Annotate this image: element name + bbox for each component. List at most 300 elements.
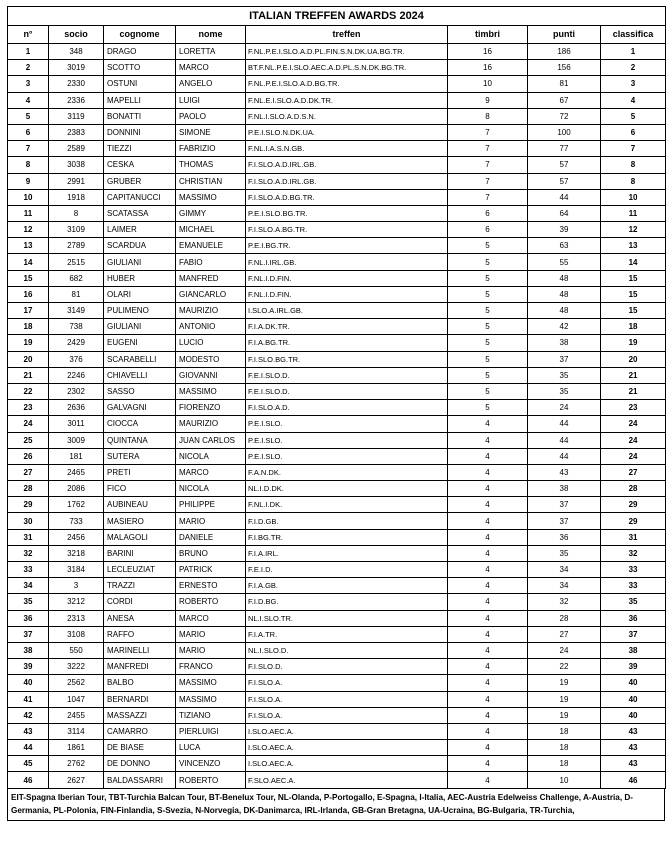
points-cell: 37	[528, 351, 601, 367]
rank-cell: 28	[601, 481, 666, 497]
table-row	[8, 319, 666, 335]
treffen-list-cell: F.I.SLO.A.	[246, 675, 448, 691]
first-name-cell: FABIO	[176, 254, 246, 270]
table-title: ITALIAN TREFFEN AWARDS 2024	[8, 7, 666, 26]
first-name-cell: MARCO	[176, 60, 246, 76]
stamps-cell: 5	[448, 351, 528, 367]
table-row	[8, 481, 666, 497]
surname-cell: MAPELLI	[104, 92, 176, 108]
surname-cell: SCATASSA	[104, 205, 176, 221]
stamps-cell: 4	[448, 756, 528, 772]
treffen-list-cell: F.NL.P.E.I.SLO.A.D.PL.FIN.S.N.DK.UA.BG.TR.	[246, 44, 448, 60]
first-name-cell: ROBERTO	[176, 594, 246, 610]
surname-cell: GRUBER	[104, 173, 176, 189]
row-number-cell: 32	[8, 545, 49, 561]
row-number-cell: 46	[8, 772, 49, 788]
table-row	[8, 124, 666, 140]
member-id-cell: 550	[49, 642, 104, 658]
points-cell: 44	[528, 432, 601, 448]
table-row	[8, 44, 666, 60]
stamps-cell: 5	[448, 319, 528, 335]
header-cognome: cognome	[104, 26, 176, 44]
table-row	[8, 594, 666, 610]
table-row	[8, 448, 666, 464]
treffen-list-cell: F.NL.I.SLO.A.D.S.N.	[246, 108, 448, 124]
surname-cell: QUINTANA	[104, 432, 176, 448]
first-name-cell: LUCA	[176, 740, 246, 756]
points-cell: 67	[528, 92, 601, 108]
member-id-cell: 3218	[49, 545, 104, 561]
stamps-cell: 4	[448, 594, 528, 610]
row-number-cell: 10	[8, 189, 49, 205]
row-number-cell: 5	[8, 108, 49, 124]
first-name-cell: BRUNO	[176, 545, 246, 561]
first-name-cell: MAURIZIO	[176, 416, 246, 432]
table-row	[8, 578, 666, 594]
points-cell: 36	[528, 529, 601, 545]
first-name-cell: FABRIZIO	[176, 141, 246, 157]
points-cell: 37	[528, 497, 601, 513]
rank-cell: 3	[601, 76, 666, 92]
points-cell: 35	[528, 383, 601, 399]
treffen-list-cell: I.SLO.A.IRL.GB.	[246, 303, 448, 319]
first-name-cell: EMANUELE	[176, 238, 246, 254]
row-number-cell: 27	[8, 464, 49, 480]
member-id-cell: 3212	[49, 594, 104, 610]
stamps-cell: 4	[448, 626, 528, 642]
surname-cell: LECLEUZIAT	[104, 562, 176, 578]
header-socio: socio	[49, 26, 104, 44]
surname-cell: DRAGO	[104, 44, 176, 60]
row-number-cell: 23	[8, 400, 49, 416]
table-row	[8, 723, 666, 739]
treffen-list-cell: F.I.SLO.A.D.IRL.GB.	[246, 173, 448, 189]
stamps-cell: 4	[448, 675, 528, 691]
treffen-list-cell: BT.F.NL.P.E.I.SLO.AEC.A.D.PL.S.N.DK.BG.TR.	[246, 60, 448, 76]
surname-cell: GIULIANI	[104, 319, 176, 335]
stamps-cell: 4	[448, 432, 528, 448]
treffen-list-cell: P.E.I.BG.TR.	[246, 238, 448, 254]
surname-cell: SCARABELLI	[104, 351, 176, 367]
member-id-cell: 3149	[49, 303, 104, 319]
row-number-cell: 9	[8, 173, 49, 189]
rank-cell: 33	[601, 562, 666, 578]
table-row	[8, 497, 666, 513]
treffen-list-cell: P.E.I.SLO.	[246, 416, 448, 432]
table-row	[8, 303, 666, 319]
points-cell: 24	[528, 642, 601, 658]
points-cell: 42	[528, 319, 601, 335]
first-name-cell: MARIO	[176, 626, 246, 642]
stamps-cell: 4	[448, 740, 528, 756]
member-id-cell: 738	[49, 319, 104, 335]
first-name-cell: MARIO	[176, 642, 246, 658]
first-name-cell: DANIELE	[176, 529, 246, 545]
points-cell: 63	[528, 238, 601, 254]
treffen-list-cell: F.I.A.GB.	[246, 578, 448, 594]
rank-cell: 23	[601, 400, 666, 416]
first-name-cell: TIZIANO	[176, 707, 246, 723]
rank-cell: 40	[601, 691, 666, 707]
surname-cell: EUGENI	[104, 335, 176, 351]
row-number-cell: 25	[8, 432, 49, 448]
stamps-cell: 4	[448, 610, 528, 626]
stamps-cell: 16	[448, 60, 528, 76]
points-cell: 77	[528, 141, 601, 157]
table-row	[8, 222, 666, 238]
surname-cell: DE DONNO	[104, 756, 176, 772]
stamps-cell: 4	[448, 481, 528, 497]
row-number-cell: 29	[8, 497, 49, 513]
table-row	[8, 157, 666, 173]
row-number-cell: 30	[8, 513, 49, 529]
treffen-list-cell: F.I.A.DK.TR.	[246, 319, 448, 335]
first-name-cell: SIMONE	[176, 124, 246, 140]
surname-cell: OLARI	[104, 286, 176, 302]
stamps-cell: 7	[448, 157, 528, 173]
surname-cell: HUBER	[104, 270, 176, 286]
table-row	[8, 642, 666, 658]
table-row	[8, 610, 666, 626]
points-cell: 35	[528, 545, 601, 561]
rank-cell: 8	[601, 157, 666, 173]
points-cell: 186	[528, 44, 601, 60]
member-id-cell: 2330	[49, 76, 104, 92]
first-name-cell: PIERLUIGI	[176, 723, 246, 739]
header-classifica: classifica	[601, 26, 666, 44]
stamps-cell: 5	[448, 286, 528, 302]
row-number-cell: 24	[8, 416, 49, 432]
surname-cell: SUTERA	[104, 448, 176, 464]
row-number-cell: 14	[8, 254, 49, 270]
points-cell: 24	[528, 400, 601, 416]
row-number-cell: 18	[8, 319, 49, 335]
member-id-cell: 348	[49, 44, 104, 60]
member-id-cell: 2627	[49, 772, 104, 788]
first-name-cell: MAURIZIO	[176, 303, 246, 319]
row-number-cell: 33	[8, 562, 49, 578]
treffen-list-cell: NL.I.SLO.TR.	[246, 610, 448, 626]
points-cell: 32	[528, 594, 601, 610]
points-cell: 34	[528, 578, 601, 594]
points-cell: 10	[528, 772, 601, 788]
treffen-list-cell: F.NL.I.A.S.N.GB.	[246, 141, 448, 157]
stamps-cell: 4	[448, 772, 528, 788]
treffen-list-cell: F.I.A.BG.TR.	[246, 335, 448, 351]
row-number-cell: 20	[8, 351, 49, 367]
first-name-cell: LORETTA	[176, 44, 246, 60]
member-id-cell: 2302	[49, 383, 104, 399]
member-id-cell: 2562	[49, 675, 104, 691]
stamps-cell: 7	[448, 173, 528, 189]
row-number-cell: 22	[8, 383, 49, 399]
member-id-cell: 2455	[49, 707, 104, 723]
treffen-list-cell: F.NL.E.I.SLO.A.D.DK.TR.	[246, 92, 448, 108]
points-cell: 28	[528, 610, 601, 626]
stamps-cell: 4	[448, 497, 528, 513]
row-number-cell: 3	[8, 76, 49, 92]
points-cell: 156	[528, 60, 601, 76]
surname-cell: LAIMER	[104, 222, 176, 238]
points-cell: 43	[528, 464, 601, 480]
stamps-cell: 5	[448, 238, 528, 254]
member-id-cell: 3109	[49, 222, 104, 238]
member-id-cell: 1047	[49, 691, 104, 707]
stamps-cell: 5	[448, 367, 528, 383]
treffen-list-cell: F.I.BG.TR.	[246, 529, 448, 545]
table-row	[8, 60, 666, 76]
treffen-list-cell: F.NL.I.D.FIN.	[246, 270, 448, 286]
first-name-cell: MASSIMO	[176, 691, 246, 707]
table-row	[8, 173, 666, 189]
surname-cell: BALDASSARRI	[104, 772, 176, 788]
rank-cell: 38	[601, 642, 666, 658]
treffen-list-cell: I.SLO.AEC.A.	[246, 723, 448, 739]
surname-cell: CORDI	[104, 594, 176, 610]
table-row	[8, 238, 666, 254]
member-id-cell: 2429	[49, 335, 104, 351]
row-number-cell: 15	[8, 270, 49, 286]
surname-cell: DONNINI	[104, 124, 176, 140]
member-id-cell: 2313	[49, 610, 104, 626]
stamps-cell: 9	[448, 92, 528, 108]
surname-cell: CHIAVELLI	[104, 367, 176, 383]
member-id-cell: 2465	[49, 464, 104, 480]
table-row	[8, 740, 666, 756]
points-cell: 19	[528, 691, 601, 707]
member-id-cell: 3009	[49, 432, 104, 448]
stamps-cell: 16	[448, 44, 528, 60]
points-cell: 19	[528, 707, 601, 723]
surname-cell: TRAZZI	[104, 578, 176, 594]
row-number-cell: 38	[8, 642, 49, 658]
member-id-cell: 8	[49, 205, 104, 221]
treffen-list-cell: F.I.A.TR.	[246, 626, 448, 642]
surname-cell: BONATTI	[104, 108, 176, 124]
rank-cell: 46	[601, 772, 666, 788]
member-id-cell: 2456	[49, 529, 104, 545]
stamps-cell: 4	[448, 723, 528, 739]
header-nome: nome	[176, 26, 246, 44]
member-id-cell: 3011	[49, 416, 104, 432]
points-cell: 55	[528, 254, 601, 270]
stamps-cell: 6	[448, 205, 528, 221]
row-number-cell: 17	[8, 303, 49, 319]
treffen-list-cell: F.I.SLO.BG.TR.	[246, 351, 448, 367]
surname-cell: GIULIANI	[104, 254, 176, 270]
first-name-cell: MODESTO	[176, 351, 246, 367]
stamps-cell: 7	[448, 141, 528, 157]
treffen-list-cell: I.SLO.AEC.A.	[246, 756, 448, 772]
treffen-list-cell: F.NL.I.D.FIN.	[246, 286, 448, 302]
stamps-cell: 10	[448, 76, 528, 92]
rank-cell: 1	[601, 44, 666, 60]
first-name-cell: NICOLA	[176, 448, 246, 464]
points-cell: 57	[528, 157, 601, 173]
rank-cell: 24	[601, 448, 666, 464]
surname-cell: DE BIASE	[104, 740, 176, 756]
member-id-cell: 2636	[49, 400, 104, 416]
treffen-list-cell: F.I.SLO.D.	[246, 659, 448, 675]
first-name-cell: MASSIMO	[176, 189, 246, 205]
treffen-list-cell: F.I.SLO.A.	[246, 707, 448, 723]
first-name-cell: NICOLA	[176, 481, 246, 497]
rank-cell: 12	[601, 222, 666, 238]
rank-cell: 15	[601, 286, 666, 302]
table-row	[8, 675, 666, 691]
first-name-cell: FRANCO	[176, 659, 246, 675]
member-id-cell: 3108	[49, 626, 104, 642]
table-row	[8, 189, 666, 205]
rank-cell: 19	[601, 335, 666, 351]
member-id-cell: 81	[49, 286, 104, 302]
points-cell: 19	[528, 675, 601, 691]
member-id-cell: 2762	[49, 756, 104, 772]
rank-cell: 21	[601, 383, 666, 399]
table-row	[8, 513, 666, 529]
treffen-list-cell: F.A.N.DK.	[246, 464, 448, 480]
points-cell: 34	[528, 562, 601, 578]
member-id-cell: 181	[49, 448, 104, 464]
table-row	[8, 756, 666, 772]
first-name-cell: ERNESTO	[176, 578, 246, 594]
stamps-cell: 4	[448, 578, 528, 594]
rank-cell: 4	[601, 92, 666, 108]
member-id-cell: 2383	[49, 124, 104, 140]
row-number-cell: 8	[8, 157, 49, 173]
rank-cell: 29	[601, 497, 666, 513]
rank-cell: 32	[601, 545, 666, 561]
table-row	[8, 92, 666, 108]
member-id-cell: 3038	[49, 157, 104, 173]
treffen-list-cell: F.I.SLO.A.D.IRL.GB.	[246, 157, 448, 173]
row-number-cell: 7	[8, 141, 49, 157]
treffen-list-cell: F.E.I.SLO.D.	[246, 367, 448, 383]
points-cell: 18	[528, 740, 601, 756]
surname-cell: MASIERO	[104, 513, 176, 529]
member-id-cell: 733	[49, 513, 104, 529]
table-row	[8, 691, 666, 707]
points-cell: 44	[528, 416, 601, 432]
table-row	[8, 286, 666, 302]
member-id-cell: 1762	[49, 497, 104, 513]
surname-cell: MARINELLI	[104, 642, 176, 658]
first-name-cell: MARIO	[176, 513, 246, 529]
row-number-cell: 26	[8, 448, 49, 464]
points-cell: 81	[528, 76, 601, 92]
rank-cell: 33	[601, 578, 666, 594]
rank-cell: 35	[601, 594, 666, 610]
treffen-list-cell: F.SLO.AEC.A.	[246, 772, 448, 788]
points-cell: 27	[528, 626, 601, 642]
first-name-cell: VINCENZO	[176, 756, 246, 772]
table-row	[8, 367, 666, 383]
row-number-cell: 43	[8, 723, 49, 739]
stamps-cell: 5	[448, 303, 528, 319]
rank-cell: 43	[601, 740, 666, 756]
points-cell: 18	[528, 756, 601, 772]
rank-cell: 36	[601, 610, 666, 626]
first-name-cell: ROBERTO	[176, 772, 246, 788]
first-name-cell: PATRICK	[176, 562, 246, 578]
first-name-cell: MASSIMO	[176, 383, 246, 399]
surname-cell: SCARDUA	[104, 238, 176, 254]
member-id-cell: 3184	[49, 562, 104, 578]
member-id-cell: 3114	[49, 723, 104, 739]
table-row	[8, 205, 666, 221]
member-id-cell: 2246	[49, 367, 104, 383]
rank-cell: 10	[601, 189, 666, 205]
table-body	[8, 44, 666, 789]
surname-cell: RAFFO	[104, 626, 176, 642]
member-id-cell: 2336	[49, 92, 104, 108]
rank-cell: 8	[601, 173, 666, 189]
points-cell: 57	[528, 173, 601, 189]
treffen-list-cell: F.NL.I.DK.	[246, 497, 448, 513]
table-row	[8, 562, 666, 578]
treffen-list-cell: P.E.I.SLO.	[246, 448, 448, 464]
points-cell: 18	[528, 723, 601, 739]
row-number-cell: 11	[8, 205, 49, 221]
row-number-cell: 40	[8, 675, 49, 691]
surname-cell: TIEZZI	[104, 141, 176, 157]
table-row	[8, 464, 666, 480]
row-number-cell: 39	[8, 659, 49, 675]
first-name-cell: THOMAS	[176, 157, 246, 173]
points-cell: 22	[528, 659, 601, 675]
first-name-cell: PHILIPPE	[176, 497, 246, 513]
table-row	[8, 141, 666, 157]
treffen-list-cell: P.E.I.SLO.N.DK.UA.	[246, 124, 448, 140]
member-id-cell: 2991	[49, 173, 104, 189]
treffen-list-cell: F.I.A.IRL.	[246, 545, 448, 561]
member-id-cell: 3019	[49, 60, 104, 76]
surname-cell: OSTUNI	[104, 76, 176, 92]
member-id-cell: 376	[49, 351, 104, 367]
points-cell: 39	[528, 222, 601, 238]
points-cell: 64	[528, 205, 601, 221]
stamps-cell: 4	[448, 513, 528, 529]
first-name-cell: MASSIMO	[176, 675, 246, 691]
stamps-cell: 4	[448, 691, 528, 707]
row-number-cell: 41	[8, 691, 49, 707]
first-name-cell: GIOVANNI	[176, 367, 246, 383]
treffen-list-cell: NL.I.SLO.D.	[246, 642, 448, 658]
member-id-cell: 2086	[49, 481, 104, 497]
points-cell: 44	[528, 189, 601, 205]
rank-cell: 37	[601, 626, 666, 642]
first-name-cell: GIMMY	[176, 205, 246, 221]
surname-cell: PULIMENO	[104, 303, 176, 319]
stamps-cell: 4	[448, 642, 528, 658]
treffen-list-cell: F.I.SLO.A.	[246, 691, 448, 707]
treffen-list-cell: P.E.I.SLO.BG.TR.	[246, 205, 448, 221]
treffen-list-cell: F.NL.I.IRL.GB.	[246, 254, 448, 270]
row-number-cell: 21	[8, 367, 49, 383]
treffen-list-cell: F.I.SLO.A.D.	[246, 400, 448, 416]
table-row	[8, 383, 666, 399]
treffen-list-cell: F.E.I.D.	[246, 562, 448, 578]
rank-cell: 11	[601, 205, 666, 221]
surname-cell: CIOCCA	[104, 416, 176, 432]
header-row	[8, 26, 666, 44]
surname-cell: CAPITANUCCI	[104, 189, 176, 205]
table-row	[8, 76, 666, 92]
surname-cell: CAMARRO	[104, 723, 176, 739]
points-cell: 72	[528, 108, 601, 124]
stamps-cell: 5	[448, 400, 528, 416]
awards-table	[7, 6, 666, 789]
